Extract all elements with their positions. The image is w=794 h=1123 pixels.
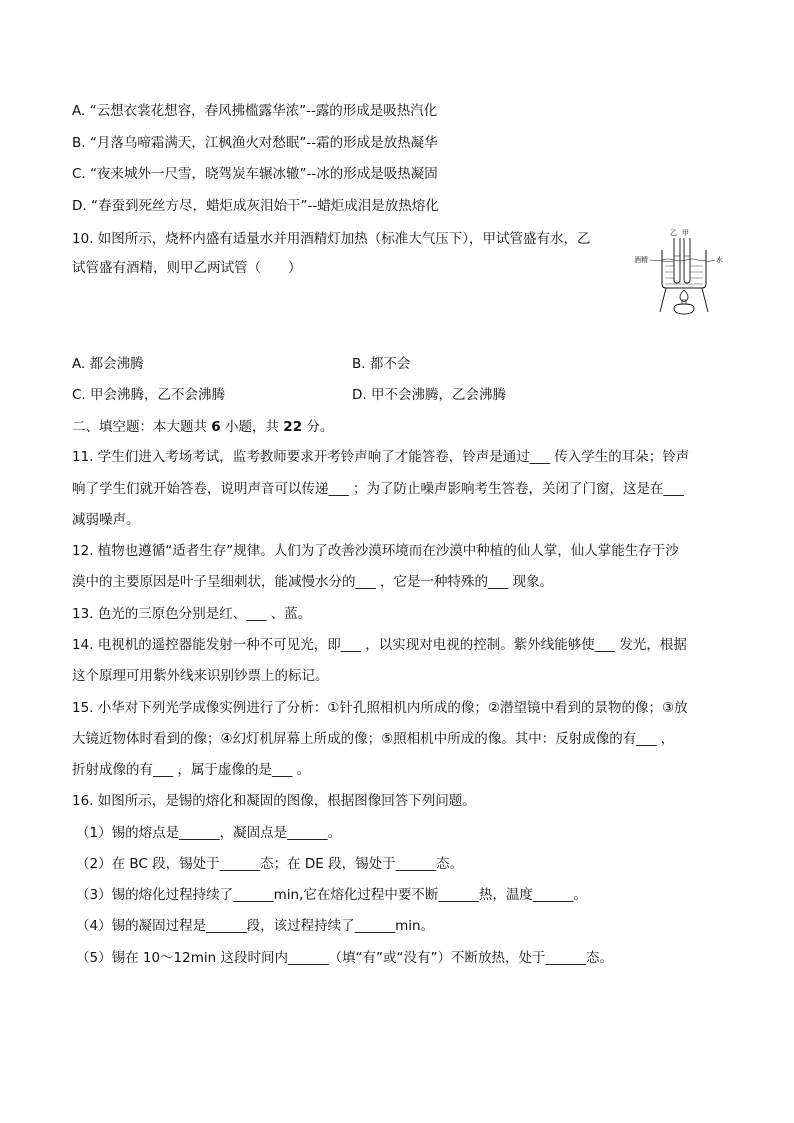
q10-stem-line2: 试管盛有酒精，则甲乙两试管（ ） (72, 260, 302, 276)
q15-line3: 折射成像的有___ ，属于虚像的是___ 。 (72, 762, 311, 778)
q11-line1: 11. 学生们进入考场考试，监考教师要求开考铃声响了才能答卷，铃声是通过___ 传入学生的耳朵；铃声 (72, 449, 690, 465)
q10-option-c: C. 甲会沸腾，乙不会沸腾 (72, 387, 226, 403)
q10-option-d: D. 甲不会沸腾，乙会沸腾 (352, 387, 506, 403)
q9-option-a: A. “云想衣裳花想容，春风拂槛露华浓”--露的形成是吸热汽化 (72, 103, 438, 119)
q10-option-b: B. 都不会 (352, 356, 411, 372)
section-2-prefix: 二、填空题：本大题共 (72, 419, 212, 435)
boiling-tubes-diagram (628, 226, 726, 318)
section-2-mid: 小题，共 (220, 419, 284, 435)
q9-option-c: C. “夜来城外一尺雪，晓驾炭车辗冰辙”--冰的形成是吸热凝固 (72, 166, 438, 182)
label-alcohol: 酒精 (634, 256, 648, 264)
q11-line2: 响了学生们就开始答卷，说明声音可以传递___ ；为了防止噪声影响考生答卷，关闭了门窗，这是在___ (72, 481, 684, 497)
q11-line3: 减弱噪声。 (72, 512, 140, 528)
q10-stem-line1: 10. 如图所示，烧杯内盛有适量水并用酒精灯加热（标准大气压下），甲试管盛有水，乙 (72, 231, 591, 247)
section-2-suffix: 分。 (302, 419, 334, 435)
section-2-heading (72, 417, 333, 437)
q14-line2: 这个原理可用紫外线来识别钞票上的标记。 (72, 668, 329, 684)
label-jia: 甲 (682, 229, 689, 237)
label-yi: 乙 (670, 229, 677, 237)
section-2-count: 6 (211, 419, 221, 435)
q9-option-b: B. “月落乌啼霜满天，江枫渔火对愁眠”--霜的形成是放热凝华 (72, 135, 438, 151)
q16-part-5: （5）锡在 10～12min 这段时间内______（填“有”或“没有”）不断放热，处于______态。 (76, 950, 613, 966)
q12-line1: 12. 植物也遵循“适者生存”规律。人们为了改善沙漠环境而在沙漠中种植的仙人掌，仙人掌能生存于沙 (72, 543, 679, 559)
q16-part-3: （3）锡的熔化过程持续了______min,它在熔化过程中要不断______热，温度______。 (76, 887, 587, 903)
q10-option-a: A. 都会沸腾 (72, 356, 144, 372)
q16-part-4: （4）锡的凝固过程是______段，该过程持续了______min。 (76, 918, 435, 934)
q16-stem: 16. 如图所示，是锡的熔化和凝固的图像，根据图像回答下列问题。 (72, 793, 476, 809)
q16-part-2: （2）在 BC 段，锡处于______态；在 DE 段，锡处于______态。 (76, 856, 464, 872)
q9-option-d: D. “春蚕到死丝方尽，蜡炬成灰泪始干”--蜡炬成泪是放热熔化 (72, 198, 439, 214)
q15-line1: 15. 小华对下列光学成像实例进行了分析：①针孔照相机内所成的像；②潜望镜中看到的景物的像；③放 (72, 700, 688, 716)
q13-line1: 13. 色光的三原色分别是红、___ 、蓝。 (72, 606, 312, 622)
q12-line2: 漠中的主要原因是叶子呈细刺状，能减慢水分的___ ，它是一种特殊的___ 现象。 (72, 574, 554, 590)
q14-line1: 14. 电视机的遥控器能发射一种不可见光，即___ ，以实现对电视的控制。紫外线能够使___ 发光，根据 (72, 637, 687, 653)
q15-line2: 大镜近物体时看到的像；④幻灯机屏幕上所成的像；⑤照相机中所成的像。其中：反射成像的有___ ， (72, 731, 675, 747)
section-2-score: 22 (283, 419, 303, 435)
q16-part-1: （1）锡的熔点是______，凝固点是______。 (76, 825, 342, 841)
label-water: 水 (716, 256, 723, 264)
